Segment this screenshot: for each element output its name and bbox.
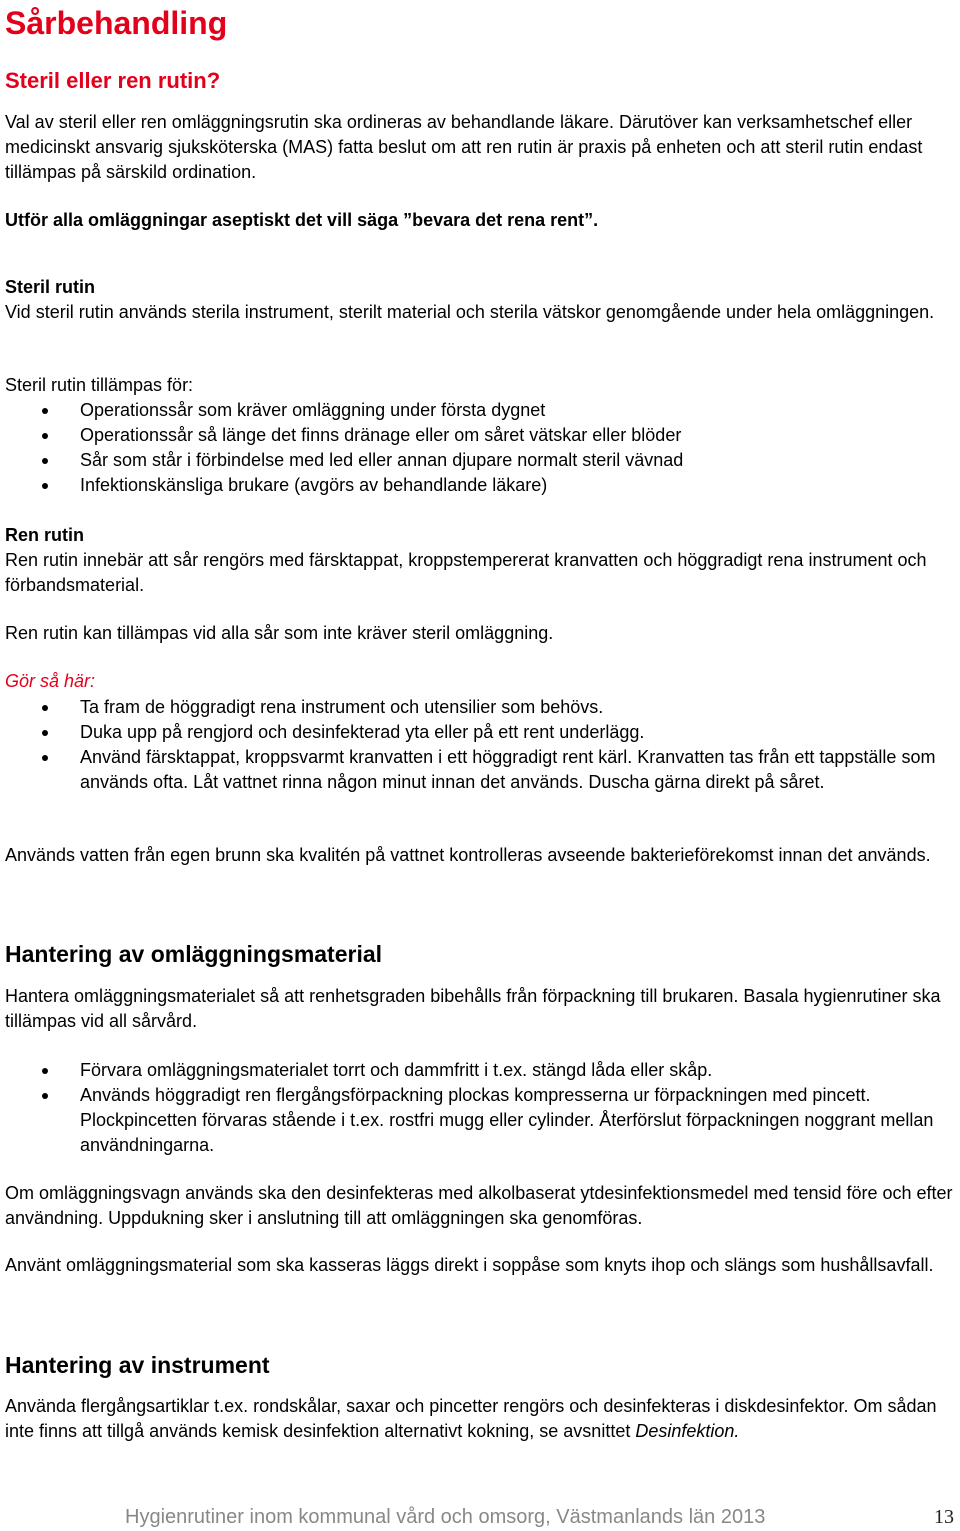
bullet-icon [42,705,48,711]
paragraph-steril-rutin: Vid steril rutin används sterila instrument, sterilt material och sterila vätskor genomgående under hela omläggningen. [5,302,935,322]
bullet-icon [42,1068,48,1074]
bullet-list-steril [0,398,954,498]
paragraph-instrument-text: Använda flergångsartiklar t.ex. rondskålar, saxar och pincetter rengörs och desinfekteras i diskdesinfektor. Om sådan inte finns att tillgå används kemisk desinfektion alternativt kokning, se avsnittet [5,1396,937,1441]
list-item-text: Förvara omläggningsmaterialet torrt och dammfritt i t.ex. stängd låda eller skåp. [80,1060,713,1080]
bullet-list-ren [0,695,954,795]
paragraph-ren-tillampas: Ren rutin kan tillämpas vid alla sår som inte kräver steril omläggning. [5,623,554,643]
page-title: Sårbehandling [5,5,228,41]
bullet-icon [42,433,48,439]
paragraph-instrument [5,1394,954,1444]
paragraph-aseptiskt: Utför alla omläggningar aseptiskt det vill säga ”bevara det rena rent”. [5,210,599,230]
list-item-text: Duka upp på rengjord och desinfekterad yta eller på ett rent underlägg. [80,722,645,742]
bullet-icon [42,483,48,489]
bullet-icon [42,458,48,464]
list-item-text: Används höggradigt ren flergångsförpackning plockas kompresserna ur förpackningen med pincett. Plockpincetten förvaras stående i t.ex. rostfri mugg eller cylinder. Återförslut förpackningen noggrant mellan användningarna. [80,1085,934,1155]
list-item [0,745,954,795]
bullet-icon [42,755,48,761]
heading-hantering-material: Hantering av omläggningsmaterial [5,941,383,967]
heading-hantering-instrument: Hantering av instrument [5,1352,270,1378]
reference-desinfektion: Desinfektion. [635,1421,740,1441]
list-item-text: Operationssår som kräver omläggning under första dygnet [80,400,546,420]
list-item [0,720,954,745]
footer-text: Hygienrutiner inom kommunal vård och omsorg, Västmanlands län 2013 [125,1506,766,1528]
list-item-text: Ta fram de höggradigt rena instrument och utensilier som behövs. [80,697,604,717]
list-item [0,695,954,720]
paragraph-ordination: Val av steril eller ren omläggningsrutin ska ordineras av behandlande läkare. Därutöver kan verksamhetschef eller medicinskt ansvarig sjuksköterska (MAS) fatta beslut om att ren rutin är praxis på enheten och att steril rutin endast tillämpas på särskild ordination. [5,112,923,182]
heading-steril-eller-ren: Steril eller ren rutin? [5,68,221,93]
list-item-text: Operationssår så länge det finns dränage eller om såret vätskar eller blöder [80,425,682,445]
heading-steril-rutin: Steril rutin [5,277,96,297]
list-item [0,1083,954,1158]
heading-ren-rutin: Ren rutin [5,525,84,545]
page-footer [125,1504,954,1530]
bullet-list-material [0,1058,954,1158]
list-item-text: Infektionskänsliga brukare (avgörs av behandlande läkare) [80,475,548,495]
list-item [0,1058,954,1083]
list-item [0,398,954,423]
subheading-gor-sa-har: Gör så här: [5,671,96,691]
paragraph-egen-brunn: Används vatten från egen brunn ska kvalitén på vattnet kontrolleras avseende bakterieförekomst innan det används. [5,845,931,865]
bullet-icon [42,408,48,414]
paragraph-omlaggningsvagn: Om omläggningsvagn används ska den desinfekteras med alkolbaserat ytdesinfektionsmedel med tensid före och efter användning. Uppdukning sker i anslutning till att omläggningen ska genomföras. [5,1183,953,1228]
bullet-icon [42,1093,48,1099]
bullet-icon [42,730,48,736]
list-item [0,423,954,448]
list-item-text: Sår som står i förbindelse med led eller annan djupare normalt steril vävnad [80,450,684,470]
paragraph-ren-rutin: Ren rutin innebär att sår rengörs med färsktappat, kroppstempererat kranvatten och höggradigt rena instrument och förbandsmaterial. [5,550,927,595]
paragraph-kassering: Använt omläggningsmaterial som ska kasseras läggs direkt i soppåse som knyts ihop och slängs som hushållsavfall. [5,1255,934,1275]
paragraph-steril-intro: Steril rutin tillämpas för: [5,375,194,395]
list-item-text: Använd färsktappat, kroppsvarmt kranvatten i ett höggradigt rent kärl. Kranvatten tas från ett tappställe som används ofta. Låt vattnet rinna någon minut innan det används. Duscha gärna direkt på såret. [80,747,936,792]
list-item [0,473,954,498]
page-number: 13 [934,1506,954,1528]
list-item [0,448,954,473]
paragraph-hantera-material: Hantera omläggningsmaterialet så att renhetsgraden bibehålls från förpackning till brukaren. Basala hygienrutiner ska tillämpas vid all sårvård. [5,986,941,1031]
